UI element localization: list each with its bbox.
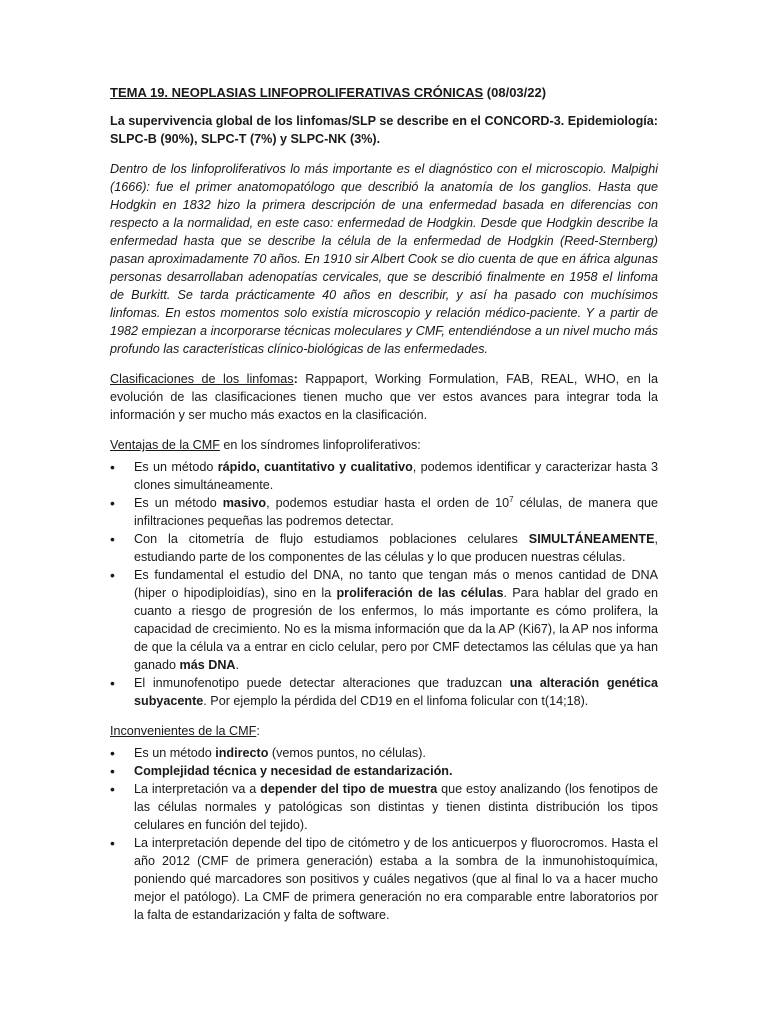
text: Es un método [134, 746, 216, 760]
advantages-label: Ventajas de la CMF [110, 438, 220, 452]
list-item [110, 744, 658, 762]
bold-text: una alteración genética subyacente [134, 676, 659, 708]
text: células, de manera que infiltraciones pequeñas las podremos detectar. [134, 496, 658, 528]
classification-text: Rappaport, Working Formulation, FAB, REAL, WHO, en la evolución de las clasificaciones tienen mucho que ver estos avances para integrar toda la información y ser mucho más exactos en la clasificación. [110, 372, 658, 422]
text: Es un método [134, 460, 218, 474]
text: La interpretación depende del tipo de citómetro y de los anticuerpos y fluorocromos. Hasta el año 2012 (CMF de primera generación) estaba a la sombra de la inmunohistoquímica, poniendo qué marcadores son positivos y cuáles negativos (que al final lo va a hacer mucho mejor el patólogo). La CMF de primera generación no era comparable entre laboratorios por la falta de estandarización y falta de software. [134, 836, 658, 922]
text: . [235, 658, 240, 672]
text: El inmunofenotipo puede detectar alteraciones que traduzcan [134, 676, 510, 690]
list-item [110, 834, 658, 924]
text: Con la citometría de flujo estudiamos poblaciones celulares [134, 532, 529, 546]
text: (vemos puntos, no células). [268, 746, 426, 760]
text: . Para hablar del grado en cuanto a riesgo de progresión de los enfermos, lo más importante es cómo prolifera, la capacidad de crecimiento. No es la misma información que da la AP (Ki67), la AP nos informa de que la célula va a entrar en ciclo celular, pero por CMF detectamos las células que ya han ganado [134, 586, 658, 672]
list-item [110, 530, 658, 566]
bold-text: masivo [222, 496, 267, 510]
text: , podemos estudiar hasta el orden de 10 [266, 496, 510, 510]
bold-text: indirecto [215, 746, 269, 760]
advantages-list [110, 458, 658, 710]
bold-text: depender del tipo de muestra [260, 782, 438, 796]
text: La interpretación va a [134, 782, 261, 796]
classification-label: Clasificaciones de los linfomas [110, 372, 294, 386]
disadvantages-label: Inconvenientes de la CMF [110, 724, 257, 738]
text: Es fundamental el estudio del DNA, no tanto que tengan más o menos cantidad de DNA (hiper o hipodiploidías), sino en la [134, 568, 658, 600]
advantages-heading-rest: en los síndromes linfoproliferativos: [219, 438, 421, 452]
list-item [110, 762, 658, 780]
text: , podemos identificar y caracterizar hasta 3 clones simultáneamente. [134, 460, 659, 492]
superscript: 7 [509, 494, 514, 504]
bold-text: más DNA [179, 658, 236, 672]
bold-text: proliferación de las células [336, 586, 504, 600]
disadvantages-list [110, 744, 658, 924]
list-item [110, 494, 658, 530]
page-title [110, 84, 658, 102]
list-item [110, 780, 658, 834]
bold-text: Complejidad técnica y necesidad de estandarización. [134, 764, 453, 778]
text: Es un método [134, 496, 223, 510]
text: que estoy analizando (los fenotipos de las células normales y patológicas son distintas y tienen distinta distribución los tipos celulares en función del tejido). [134, 782, 658, 832]
disadvantages-heading [110, 722, 658, 740]
bold-text: SIMULTÁNEAMENTE [528, 532, 655, 546]
advantages-heading [110, 436, 658, 454]
list-item [110, 566, 658, 674]
text: , estudiando parte de los componentes de las células y lo que producen nuestras células. [134, 532, 658, 564]
disadvantages-colon: : [256, 724, 260, 738]
classification-colon: : [293, 372, 298, 386]
intro-text: La supervivencia global de los linfomas/SLP se describe en el CONCORD-3. Epidemiología: SLPC-B (90%), SLPC-T (7%) y SLPC-NK (3%). [110, 114, 658, 146]
history-paragraph: Dentro de los linfoproliferativos lo más importante es el diagnóstico con el microscopio. Malpighi (1666): fue el primer anatomopatólogo que describió la anatomía de los ganglios. Hasta que Hodgkin en 1832 hizo la primera descripción de una enfermedad basada en diferencias con respecto a la normalidad, en este caso: enfermedad de Hodgkin. Desde que Hodgkin describe la enfermedad hasta que se describe la célula de la enfermedad de Hodgkin (Reed-Sternberg) pasan aproximadamente 70 años. En 1910 sir Albert Cook se dio cuenta de que en áfrica algunas personas desarrollaban adenopatías cervicales, que se describió finalmente en 1958 el linfoma de Burkitt. Se tarda prácticamente 40 años en describir, y así ha pasado con muchísimos linfomas. En estos momentos solo existía microscopio y relación médico-paciente. Y a partir de 1982 empiezan a incorporarse técnicas moleculares y CMF, entendiéndose a un nivel mucho más profundo las características clínico-biológicas de las enfermedades. [110, 162, 658, 356]
text: . Por ejemplo la pérdida del CD19 en el linfoma folicular con t(14;18). [203, 694, 589, 708]
title-main: TEMA 19. NEOPLASIAS LINFOPROLIFERATIVAS CRÓNICAS [110, 85, 484, 100]
intro-paragraph [110, 112, 658, 148]
list-item [110, 458, 658, 494]
list-item [110, 674, 658, 710]
classification-paragraph [110, 370, 658, 424]
title-date: (08/03/22) [483, 85, 547, 100]
bold-text: rápido, cuantitativo y cualitativo [217, 460, 413, 474]
